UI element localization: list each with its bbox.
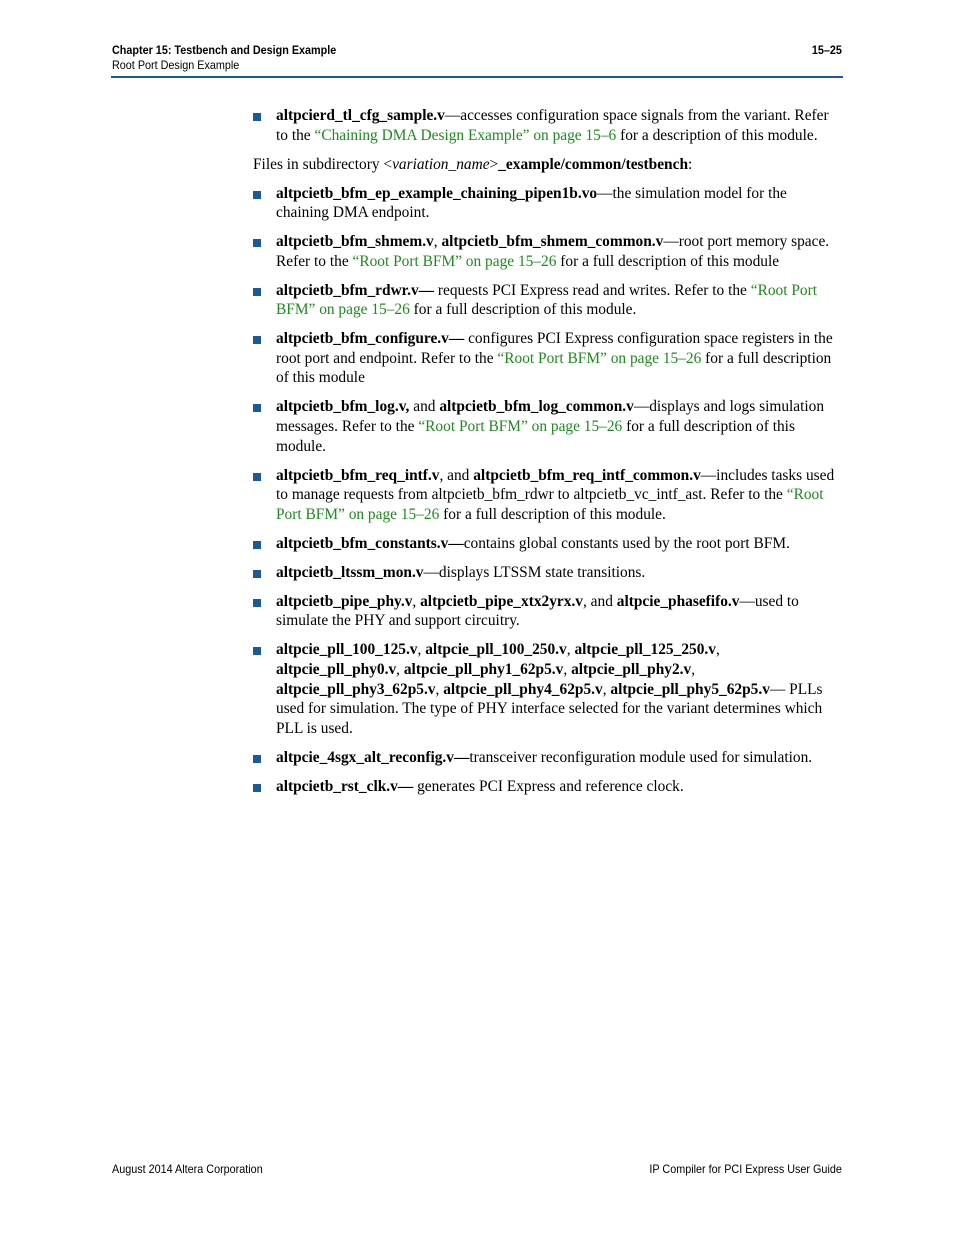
list-item <box>253 184 843 223</box>
file-name: altpcierd_tl_cfg_sample.v <box>276 107 445 124</box>
item-text: for a full description of this module <box>556 252 780 270</box>
footer-document-title: IP Compiler for PCI Express User Guide <box>649 1162 842 1176</box>
list-item <box>253 534 843 554</box>
file-name: altpcietb_bfm_shmem.v <box>276 233 434 251</box>
bullet-square-icon <box>253 647 261 655</box>
bullet-square-icon <box>253 336 261 344</box>
list-item <box>253 232 843 271</box>
bullet-square-icon <box>253 473 261 481</box>
file-name: altpcietb_bfm_configure.v— <box>276 330 465 348</box>
paragraph-text: Files in subdirectory < <box>253 155 393 173</box>
bullet-square-icon <box>253 191 261 199</box>
list-item <box>253 592 843 631</box>
item-text: transceiver reconfiguration module used for simulation. <box>469 748 813 766</box>
bullet-square-icon <box>253 599 261 607</box>
item-text: , <box>433 233 442 251</box>
item-text: for a full description of this module <box>276 349 832 387</box>
bullet-square-icon <box>253 541 261 549</box>
item-text: , <box>602 680 611 698</box>
cross-reference-link[interactable]: “Root Port BFM” on page 15–26 <box>418 418 623 436</box>
bullet-square-icon <box>253 288 261 296</box>
bullet-square-icon <box>253 113 261 121</box>
footer-date-company: August 2014 Altera Corporation <box>112 1162 263 1176</box>
item-text: , and <box>582 592 617 610</box>
paragraph-text: : <box>688 155 693 173</box>
item-text: —includes tasks used to manage requests from altpcietb_bfm_rdwr to altpcietb_vc_intf_ast. Refer to the <box>276 466 835 504</box>
cross-reference-link[interactable]: “Root Port BFM” on page 15–26 <box>352 252 557 270</box>
bullet-square-icon <box>253 239 261 247</box>
file-name: altpcie_pll_phy0.v <box>276 660 397 678</box>
cross-reference-link[interactable]: “Chaining DMA Design Example” on page 15–6 <box>314 126 617 144</box>
item-text: contains global constants used by the root port BFM. <box>463 534 790 552</box>
file-name: altpcietb_pipe_phy.v <box>276 592 413 610</box>
bullet-square-icon <box>253 404 261 412</box>
list-item <box>253 329 843 388</box>
file-name: altpcietb_rst_clk.v— <box>276 777 414 795</box>
section-title: Root Port Design Example <box>112 58 240 72</box>
item-text: , <box>412 592 421 610</box>
file-name: altpcie_pll_125_250.v <box>574 641 716 659</box>
file-name: altpcietb_ltssm_mon.v <box>276 563 424 581</box>
file-name: altpcietb_bfm_rdwr.v— <box>276 281 435 299</box>
file-name: altpcietb_bfm_log_common.v <box>439 398 634 416</box>
variation-name: variation_name <box>392 155 490 173</box>
cross-reference-link[interactable]: “Root Port BFM” on page 15–26 <box>276 486 824 523</box>
file-name: altpcietb_bfm_constants.v— <box>276 534 464 552</box>
item-text: requests PCI Express read and writes. Refer to the <box>434 281 751 299</box>
item-text: , <box>396 660 404 678</box>
file-name: altpcie_pll_phy1_62p5.v <box>403 660 564 678</box>
bullet-square-icon <box>253 570 261 578</box>
list-item <box>253 640 843 738</box>
file-name: altpcietb_bfm_req_intf_common.v <box>473 466 701 484</box>
item-text: for a full description of this module. <box>409 301 637 319</box>
list-item <box>253 397 843 456</box>
list-item <box>253 563 843 583</box>
file-name: altpcietb_pipe_xtx2yrx.v <box>420 592 583 610</box>
item-text: configures PCI Express configuration space registers in the root port and endpoint. Refer to the <box>276 330 833 367</box>
item-text: —root port memory space. Refer to the <box>276 233 830 270</box>
subdirectory-paragraph <box>253 155 843 175</box>
item-text: , <box>435 680 444 698</box>
item-text: , and <box>439 466 474 484</box>
item-text: , <box>691 660 696 678</box>
list-item <box>253 466 843 525</box>
file-name: altpcie_pll_100_250.v <box>425 641 567 659</box>
file-name: altpcietb_bfm_shmem_common.v <box>441 233 664 251</box>
item-text: , <box>563 660 572 678</box>
paragraph-text: > <box>489 155 499 173</box>
item-text: —used to simulate the PHY and support circuitry. <box>276 592 799 630</box>
file-name: altpcie_pll_phy3_62p5.v <box>276 680 436 698</box>
list-item <box>253 748 843 768</box>
file-name: altpcie_pll_100_125.v <box>276 641 418 659</box>
list-item <box>253 106 843 145</box>
list-item <box>253 777 843 797</box>
file-name: altpcietb_bfm_ep_example_chaining_pipen1b.vo <box>276 184 598 202</box>
item-text: , <box>566 641 575 659</box>
item-text: generates PCI Express and reference clock. <box>413 777 684 795</box>
header-rule <box>111 76 843 78</box>
file-name: altpcie_4sgx_alt_reconfig.v— <box>276 748 470 766</box>
item-text: PLLs used for simulation. The type of PHY interface selected for the variant determines which PLL is used. <box>276 680 823 737</box>
item-text: , <box>417 641 426 659</box>
cross-reference-link[interactable]: “Root Port BFM” on page 15–26 <box>276 281 818 319</box>
item-text: and <box>409 398 440 416</box>
item-text: —displays LTSSM state transitions. <box>423 563 646 581</box>
item-text: for a description of this module. <box>616 126 818 144</box>
cross-reference-link[interactable]: “Root Port BFM” on page 15–26 <box>497 349 702 367</box>
subdirectory-path: _example/common/testbench <box>498 155 689 173</box>
bullet-square-icon <box>253 755 261 763</box>
file-name: altpcie_pll_phy4_62p5.v <box>443 680 603 698</box>
page-number: 15–25 <box>811 43 842 57</box>
item-text: , <box>715 641 720 659</box>
bullet-square-icon <box>253 784 261 792</box>
page-header <box>112 43 842 73</box>
item-text: for a full description of this module. <box>276 418 795 455</box>
item-text: — <box>769 680 786 698</box>
file-name: altpcie_phasefifo.v <box>616 592 740 610</box>
list-item <box>253 281 843 320</box>
chapter-title: Chapter 15: Testbench and Design Example <box>112 43 337 57</box>
item-text: —accesses configuration space signals from the variant. Refer to the <box>276 107 829 144</box>
item-text: —the simulation model for the chaining DMA endpoint. <box>276 184 787 222</box>
item-text: —displays and logs simulation messages. Refer to the <box>276 398 825 436</box>
file-name: altpcietb_bfm_req_intf.v <box>276 466 440 484</box>
page-body <box>253 106 843 806</box>
file-name: altpcie_pll_phy5_62p5.v <box>610 680 770 698</box>
file-name: altpcietb_bfm_log.v, <box>276 398 410 416</box>
file-name: altpcie_pll_phy2.v <box>571 660 692 678</box>
item-text: for a full description of this module. <box>439 505 666 523</box>
